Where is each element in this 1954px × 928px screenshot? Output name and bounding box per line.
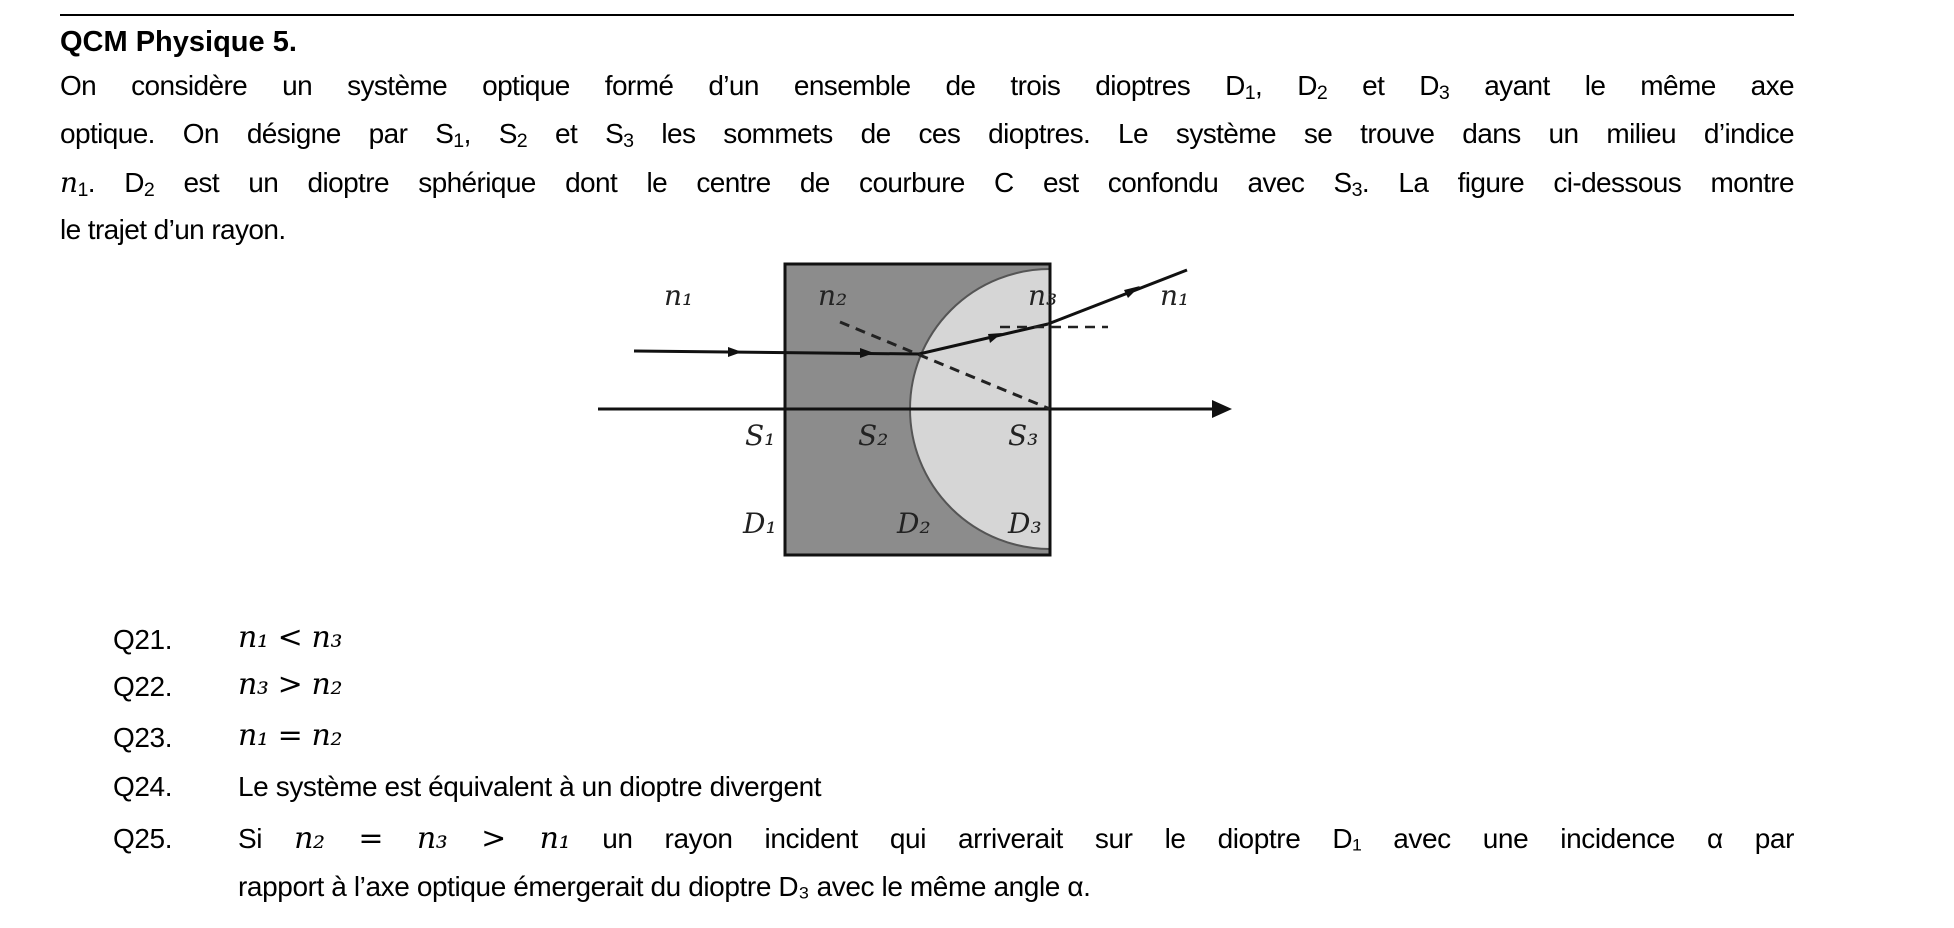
question-label: Q21. bbox=[113, 624, 173, 655]
label-s1: S₁ bbox=[745, 419, 776, 452]
intro-line-3: $n_1$. $D_2$ est un dioptre sphérique dont le centre de courbure C est confondu avec $S_3$. La figure ci-dessous montre bbox=[60, 166, 1795, 201]
intro-line-2: optique. On désigne par $S_1$, $S_2$ et $S_3$ les sommets de ces dioptres. Le système se trouve dans un milieu d’indice bbox=[60, 118, 1795, 152]
label-s3: S₃ bbox=[1008, 419, 1039, 452]
label-s2: S₂ bbox=[858, 419, 889, 452]
exercise-title: QCM Physique 5. bbox=[60, 26, 297, 58]
question-label: Q23. bbox=[113, 722, 173, 753]
axis-arrow-icon bbox=[1212, 400, 1232, 418]
intro-line-4: le trajet d’un rayon. bbox=[60, 214, 286, 245]
question-text: n₃ > n₂ bbox=[238, 667, 343, 702]
label-d1: D₁ bbox=[743, 507, 777, 540]
intro-line-1: On considère un système optique formé d’un ensemble de trois dioptres $D_1$, $D_2$ et $D_3$ ayant le même axe bbox=[60, 70, 1795, 104]
question-label: Q24. bbox=[113, 771, 173, 802]
label-n1-right: n₁ bbox=[1160, 279, 1190, 312]
question-text: Le système est équivalent à un dioptre divergent bbox=[238, 771, 822, 802]
question-label: Q25. bbox=[113, 823, 173, 854]
label-d2: D₂ bbox=[897, 507, 931, 540]
question-label: Q22. bbox=[113, 671, 173, 702]
ray-arrow-icon bbox=[1124, 286, 1140, 298]
label-n2: n₂ bbox=[818, 279, 848, 312]
label-d3: D₃ bbox=[1008, 507, 1042, 540]
question-text: n₁ = n₂ bbox=[238, 718, 343, 753]
question-text: n₁ < n₃ bbox=[238, 620, 343, 655]
label-n3: n₃ bbox=[1028, 279, 1058, 312]
question-text: Si n₂ = n₃ > n₁ un rayon incident qui arriverait sur le dioptre D₁ avec une incidence α par bbox=[238, 821, 1794, 856]
label-n1-left: n₁ bbox=[664, 279, 694, 312]
ray-arrow-icon bbox=[728, 347, 742, 357]
question-text-continued: rapport à l’axe optique émergerait du dioptre D₃ avec le même angle α. bbox=[238, 871, 1091, 902]
